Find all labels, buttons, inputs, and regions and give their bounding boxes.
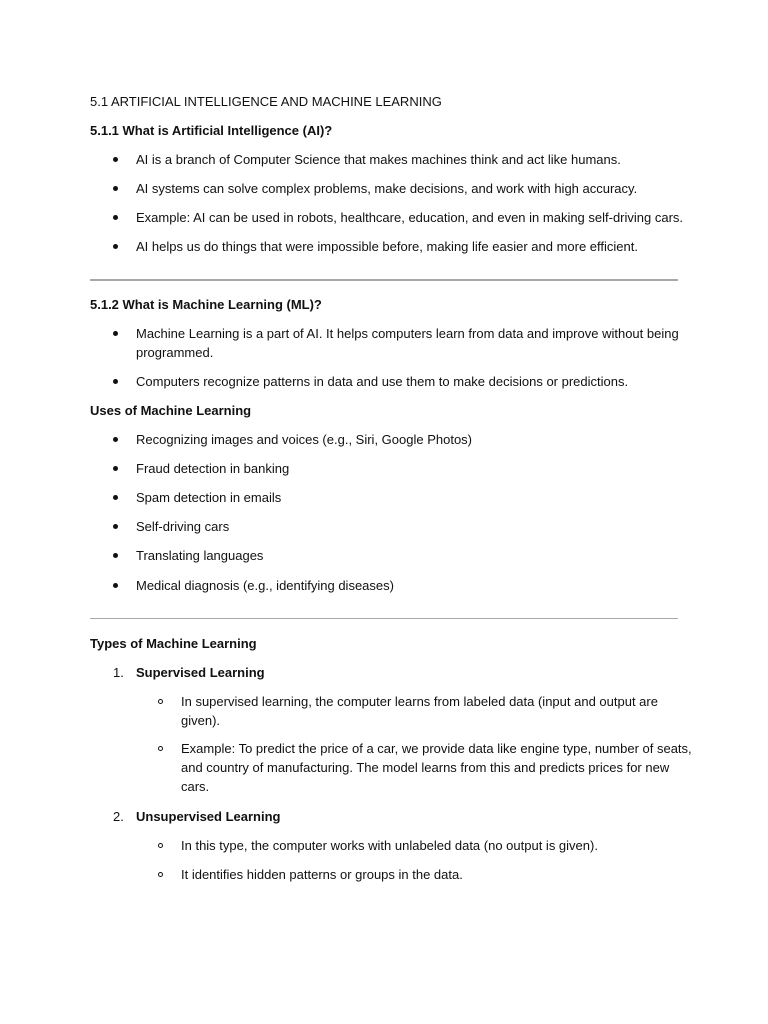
supervised-point-1-line-2: given).: [181, 713, 221, 728]
type-number-1: 1.: [113, 665, 124, 680]
circle-bullet-icon: [158, 746, 163, 751]
type-title-supervised: Supervised Learning: [136, 665, 265, 680]
ml-heading: 5.1.2 What is Machine Learning (ML)?: [90, 297, 322, 312]
ml-bullet-2: Computers recognize patterns in data and use them to make decisions or predictions.: [136, 374, 629, 389]
ai-bullet-4: AI helps us do things that were impossible before, making life easier and more efficient.: [136, 239, 638, 254]
uses-heading: Uses of Machine Learning: [90, 403, 252, 418]
uses-item-3: Spam detection in emails: [136, 490, 282, 505]
uses-item-6: Medical diagnosis (e.g., identifying diseases): [136, 578, 394, 593]
types-heading: Types of Machine Learning: [90, 636, 257, 651]
supervised-point-2-line-1: Example: To predict the price of a car, we provide data like engine type, number of seats,: [181, 741, 692, 756]
ml-bullet-1-line-2: programmed.: [136, 345, 214, 360]
unsupervised-point-1: In this type, the computer works with unlabeled data (no output is given).: [181, 838, 598, 853]
bullet-icon: [113, 583, 118, 588]
circle-bullet-icon: [158, 843, 163, 848]
supervised-point-2-line-2: and country of manufacturing. The model learns from this and predicts prices for new: [181, 760, 670, 775]
uses-item-4: Self-driving cars: [136, 519, 230, 534]
bullet-icon: [113, 437, 118, 442]
ai-bullet-3: Example: AI can be used in robots, healthcare, education, and even in making self-driving cars.: [136, 210, 684, 225]
divider: [90, 618, 678, 619]
circle-bullet-icon: [158, 699, 163, 704]
bullet-icon: [113, 495, 118, 500]
circle-bullet-icon: [158, 872, 163, 877]
divider: [90, 279, 678, 281]
bullet-icon: [113, 215, 118, 220]
supervised-point-2-line-3: cars.: [181, 779, 210, 794]
unsupervised-point-2: It identifies hidden patterns or groups in the data.: [181, 867, 463, 882]
supervised-point-1-line-1: In supervised learning, the computer learns from labeled data (input and output are: [181, 694, 658, 709]
type-title-unsupervised: Unsupervised Learning: [136, 809, 281, 824]
ai-bullet-1: AI is a branch of Computer Science that makes machines think and act like humans.: [136, 152, 621, 167]
ai-heading: 5.1.1 What is Artificial Intelligence (AI)?: [90, 123, 333, 138]
ml-bullet-1-line-1: Machine Learning is a part of AI. It helps computers learn from data and improve without being: [136, 326, 679, 341]
bullet-icon: [113, 466, 118, 471]
type-number-2: 2.: [113, 809, 124, 824]
ai-bullet-2: AI systems can solve complex problems, make decisions, and work with high accuracy.: [136, 181, 638, 196]
bullet-icon: [113, 553, 118, 558]
section-title: 5.1 ARTIFICIAL INTELLIGENCE AND MACHINE LEARNING: [90, 94, 442, 109]
uses-item-2: Fraud detection in banking: [136, 461, 290, 476]
bullet-icon: [113, 186, 118, 191]
bullet-icon: [113, 157, 118, 162]
uses-item-1: Recognizing images and voices (e.g., Siri, Google Photos): [136, 432, 473, 447]
bullet-icon: [113, 244, 118, 249]
bullet-icon: [113, 379, 118, 384]
bullet-icon: [113, 331, 118, 336]
bullet-icon: [113, 524, 118, 529]
uses-item-5: Translating languages: [136, 548, 264, 563]
